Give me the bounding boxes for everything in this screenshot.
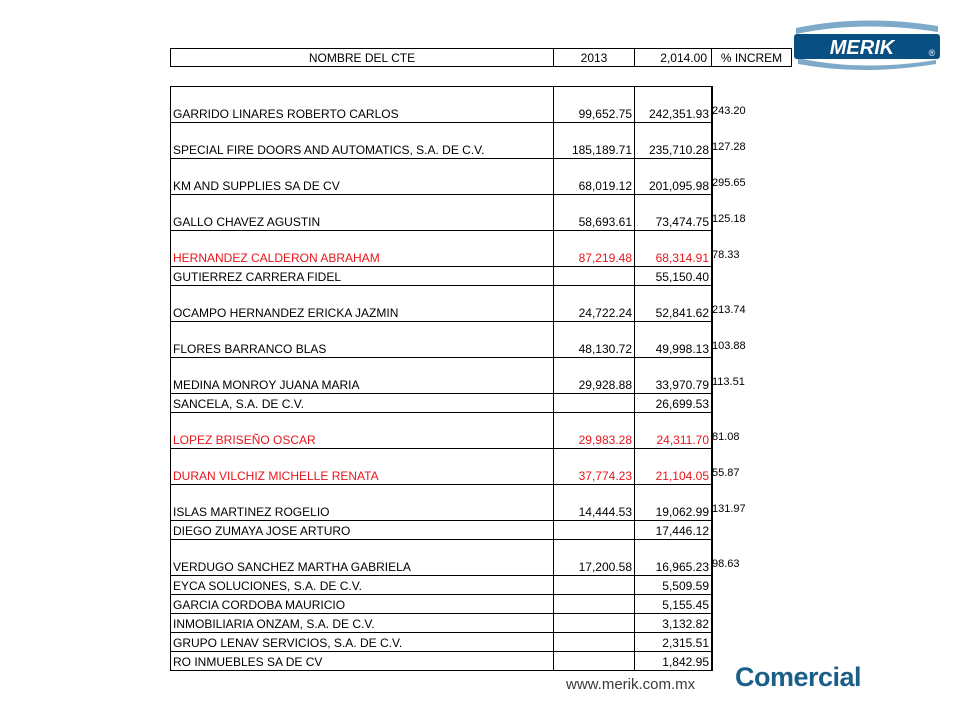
table-row [171, 322, 746, 358]
increment-value: 113.51 [712, 376, 745, 388]
increment-value: 98.63 [712, 558, 740, 570]
value-2013-cell: 48,130.72 [554, 322, 635, 357]
value-2013-cell: 17,200.58 [554, 540, 635, 575]
increment-value: 131.97 [712, 503, 746, 515]
client-name-cell: GRUPO LENAV SERVICIOS, S.A. DE C.V. [171, 633, 554, 651]
value-2013-cell: 14,444.53 [554, 485, 635, 520]
merik-logo-graphic [792, 18, 942, 70]
table-row [171, 595, 712, 614]
client-name-cell: GALLO CHAVEZ AGUSTIN [171, 195, 554, 230]
client-name-cell: KM AND SUPPLIES SA DE CV [171, 159, 554, 194]
client-name-cell: RO INMUEBLES SA DE CV [171, 652, 554, 670]
value-2014-cell: 21,104.05 [635, 449, 712, 484]
value-2013-cell: 58,693.61 [554, 195, 635, 230]
client-name-cell: FLORES BARRANCO BLAS [171, 322, 554, 357]
client-name-cell: HERNANDEZ CALDERON ABRAHAM [171, 231, 554, 266]
table-row [171, 358, 745, 394]
value-2014-cell: 33,970.79 [635, 358, 712, 393]
value-2014-cell: 5,509.59 [635, 576, 712, 594]
table-row [171, 159, 746, 195]
table-row [171, 123, 746, 159]
table-row [171, 652, 712, 671]
value-2013-cell: 99,652.75 [554, 87, 635, 122]
value-2013-cell [554, 521, 635, 539]
value-2014-cell: 16,965.23 [635, 540, 712, 575]
table-row [171, 394, 712, 413]
increment-value: 125.18 [712, 213, 746, 225]
value-2014-cell: 52,841.62 [635, 286, 712, 321]
value-2014-cell: 5,155.45 [635, 595, 712, 613]
value-2014-cell: 242,351.93 [635, 87, 712, 122]
value-2014-cell: 17,446.12 [635, 521, 712, 539]
client-name-cell: GUTIERREZ CARRERA FIDEL [171, 267, 554, 285]
value-2013-cell [554, 394, 635, 412]
value-2013-cell: 68,019.12 [554, 159, 635, 194]
website-url: www.merik.com.mx [566, 676, 696, 693]
table-row [171, 267, 712, 286]
value-2013-cell: 24,722.24 [554, 286, 635, 321]
svg-text:MERIK: MERIK [829, 37, 895, 59]
value-2013-cell: 185,189.71 [554, 123, 635, 158]
value-2014-cell: 26,699.53 [635, 394, 712, 412]
client-name-cell: SPECIAL FIRE DOORS AND AUTOMATICS, S.A. DE C.V. [171, 123, 554, 158]
header-2014: 2,014.00 [635, 49, 712, 66]
value-2013-cell: 37,774.23 [554, 449, 635, 484]
value-2013-cell [554, 576, 635, 594]
increment-value: 103.88 [712, 340, 746, 352]
value-2014-cell: 55,150.40 [635, 267, 712, 285]
client-name-cell: ISLAS MARTINEZ ROGELIO [171, 485, 554, 520]
client-name-cell: VERDUGO SANCHEZ MARTHA GABRIELA [171, 540, 554, 575]
increment-value: 295.65 [712, 177, 746, 189]
table-row [171, 521, 712, 540]
value-2013-cell [554, 595, 635, 613]
header-client-name: NOMBRE DEL CTE [171, 49, 554, 66]
increment-value: 81.08 [712, 431, 740, 443]
value-2014-cell: 49,998.13 [635, 322, 712, 357]
header-increment: % INCREM [720, 50, 783, 65]
merik-logo [792, 18, 942, 70]
value-2013-cell [554, 614, 635, 632]
increment-value: 127.28 [712, 141, 746, 153]
table-row [171, 633, 712, 652]
value-2014-cell: 19,062.99 [635, 485, 712, 520]
value-2014-cell: 201,095.98 [635, 159, 712, 194]
table-row [171, 286, 746, 322]
increment-value: 55.87 [712, 467, 740, 479]
value-2014-cell: 1,842.95 [635, 652, 712, 670]
client-name-cell: INMOBILIARIA ONZAM, S.A. DE C.V. [171, 614, 554, 632]
client-name-cell: GARCIA CORDOBA MAURICIO [171, 595, 554, 613]
brand-comercial: Comercial [735, 662, 862, 692]
table-row [171, 614, 712, 633]
value-2013-cell [554, 633, 635, 651]
client-name-cell: DIEGO ZUMAYA JOSE ARTURO [171, 521, 554, 539]
table-row [171, 87, 746, 123]
table-row [171, 449, 740, 485]
table-row [171, 195, 746, 231]
clients-table [170, 86, 746, 671]
value-2014-cell: 24,311.70 [635, 413, 712, 448]
value-2014-cell: 235,710.28 [635, 123, 712, 158]
client-name-cell: LOPEZ BRISEÑO OSCAR [171, 413, 554, 448]
value-2013-cell: 29,983.28 [554, 413, 635, 448]
client-name-cell: GARRIDO LINARES ROBERTO CARLOS [171, 87, 554, 122]
client-name-cell: OCAMPO HERNANDEZ ERICKA JAZMIN [171, 286, 554, 321]
client-name-cell: SANCELA, S.A. DE C.V. [171, 394, 554, 412]
value-2013-cell [554, 267, 635, 285]
table-row [171, 540, 740, 576]
value-2014-cell: 3,132.82 [635, 614, 712, 632]
table-row [171, 413, 740, 449]
client-name-cell: MEDINA MONROY JUANA MARIA [171, 358, 554, 393]
table-header [170, 48, 792, 67]
value-2014-cell: 73,474.75 [635, 195, 712, 230]
increment-value: 243.20 [712, 105, 746, 117]
value-2014-cell: 68,314.91 [635, 231, 712, 266]
table-row [171, 231, 740, 267]
table-row [171, 576, 712, 595]
value-2013-cell: 87,219.48 [554, 231, 635, 266]
header-2013: 2013 [554, 49, 635, 66]
client-name-cell: DURAN VILCHIZ MICHELLE RENATA [171, 449, 554, 484]
client-name-cell: EYCA SOLUCIONES, S.A. DE C.V. [171, 576, 554, 594]
value-2013-cell: 29,928.88 [554, 358, 635, 393]
table-row [171, 485, 746, 521]
value-2013-cell [554, 652, 635, 670]
svg-text:®: ® [928, 48, 936, 58]
increment-value: 213.74 [712, 304, 746, 316]
value-2014-cell: 2,315.51 [635, 633, 712, 651]
increment-value: 78.33 [712, 249, 740, 261]
